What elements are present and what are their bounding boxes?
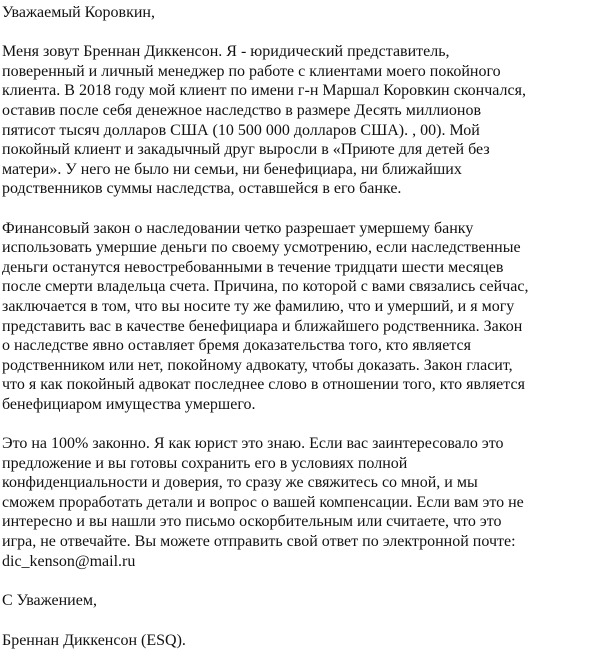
salutation: Уважаемый Коровкин,: [2, 4, 155, 21]
paragraph-line: о наследстве явно оставляет бремя доказательства того, кто является: [2, 337, 471, 355]
paragraph-line: покойный клиент и закадычный друг выросли в «Приюте для детей без: [2, 141, 490, 159]
paragraph-line: оставив после себя денежное наследство в размере Десять миллионов: [2, 101, 482, 119]
signature: Бреннан Диккенсон (ESQ).: [2, 632, 186, 650]
paragraph-line: родственников суммы наследства, оставшейся в его банке.: [2, 180, 402, 198]
paragraph-line: матери». У него не было ни семьи, ни бенефициара, ни ближайших: [2, 160, 462, 178]
paragraph-line: после смерти владельца счета. Причина, по которой с вами связались сейчас,: [2, 278, 529, 296]
blank-line: [2, 199, 601, 219]
paragraph-line: заключается в том, что вы носите ту же фамилию, что и умерший, и я могу: [2, 297, 515, 315]
paragraph-line: сможем проработать детали и вопрос о вашей компенсации. Если вам это не: [2, 493, 524, 511]
blank-line: [2, 571, 601, 591]
contact-email: dic_kenson@mail.ru: [2, 552, 136, 570]
paragraph-line: родственником или нет, покойному адвокату, чтобы доказать. Закон гласит,: [2, 356, 513, 374]
paragraph-line: пятисот тысяч долларов США (10 500 000 долларов США). , 00). Мой: [2, 121, 480, 139]
paragraph-line: конфиденциальности и доверия, то сразу же свяжитесь со мной, и мы: [2, 474, 478, 492]
paragraph-line: Финансовый закон о наследовании четко разрешает умершему банку: [2, 219, 474, 237]
paragraph-1: [2, 42, 601, 199]
paragraph-line: бенефициаром имущества умершего.: [2, 395, 256, 413]
paragraph-line: Это на 100% законно. Я как юрист это знаю. Если вас заинтересовало это: [2, 435, 504, 453]
paragraph-line: использовать умершие деньги по своему усмотрению, если наследственные: [2, 239, 521, 257]
paragraph-line: что я как покойный адвокат последнее слово в отношении того, кто является: [2, 376, 525, 394]
paragraph-line: Меня зовут Бреннан Диккенсон. Я - юридический представитель,: [2, 43, 450, 61]
paragraph-2: [2, 219, 601, 415]
blank-line: [2, 23, 601, 43]
paragraph-line: игра, не отвечайте. Вы можете отправить свой ответ по электронной почте:: [2, 533, 516, 551]
paragraph-line: поверенный и личный менеджер по работе с клиентами моего покойного: [2, 62, 501, 80]
blank-line: [2, 610, 601, 631]
paragraph-line: предложение и вы готовы сохранить его в условиях полной: [2, 454, 408, 472]
closing: С Уважением,: [2, 591, 97, 609]
paragraph-line: деньги останутся невостребованными в течение тридцати шести месяцев: [2, 258, 504, 276]
paragraph-3: [2, 434, 601, 571]
blank-line: [2, 414, 601, 434]
paragraph-line: представить вас в качестве бенефициара и ближайшего родственника. Закон: [2, 317, 523, 335]
paragraph-line: клиента. В 2018 году мой клиент по имени г-н Маршал Коровкин скончался,: [2, 82, 526, 100]
paragraph-line: интересно и вы нашли это письмо оскорбительным или считаете, что это: [2, 513, 502, 531]
